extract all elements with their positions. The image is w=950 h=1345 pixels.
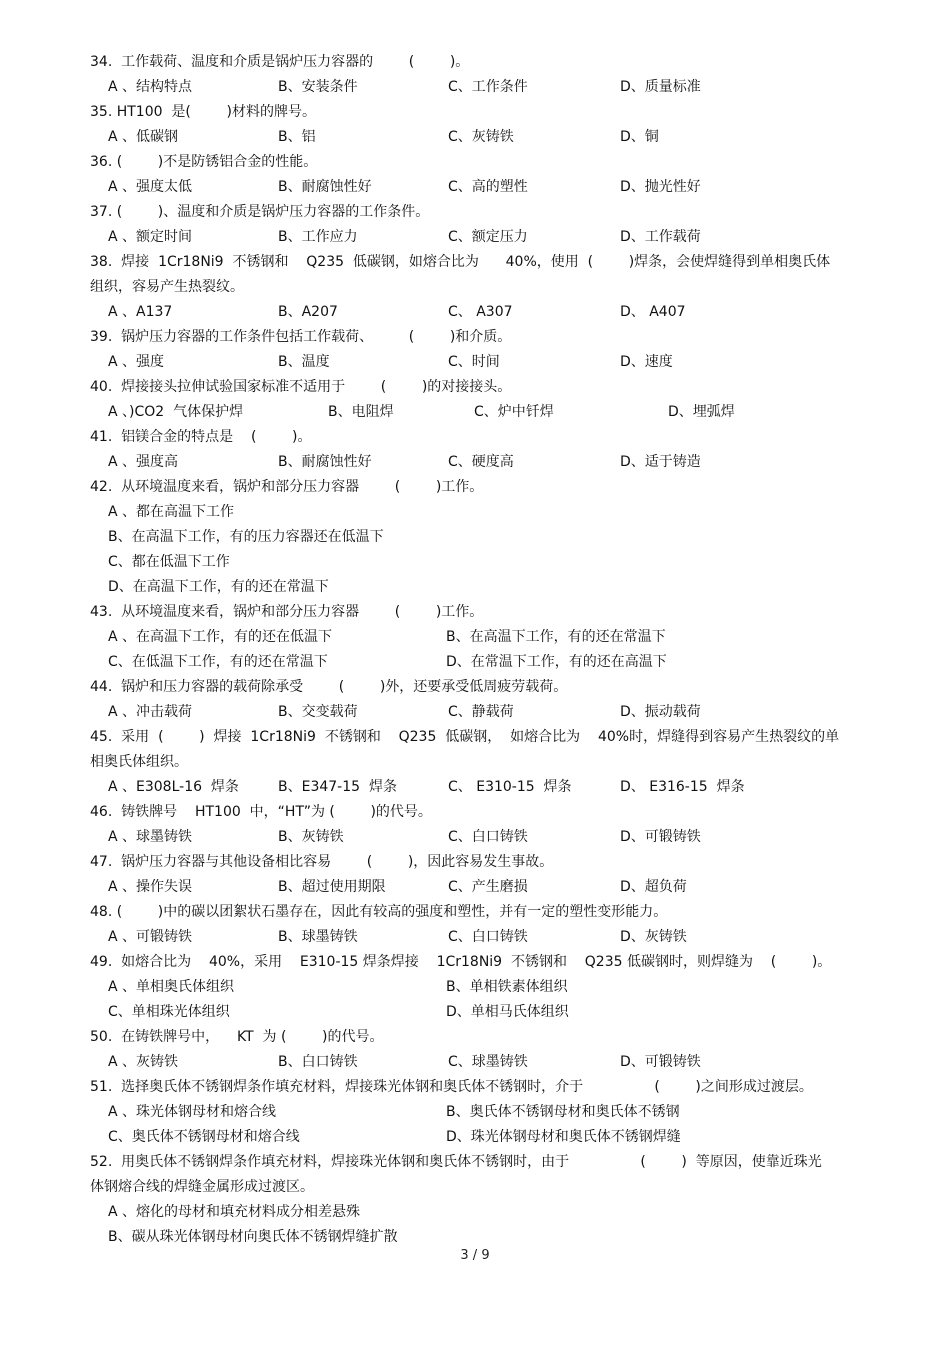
option-b: B、温度 [278, 354, 330, 370]
option-b: B、超过使用期限 [278, 879, 386, 895]
option-c: C、单相珠光体组织 [108, 1004, 230, 1020]
options-row [90, 400, 860, 425]
option-d: D、灰铸铁 [620, 929, 687, 945]
option-d: D、埋弧焊 [668, 404, 735, 420]
options-row [90, 125, 860, 150]
option-d: D、可锻铸铁 [620, 1054, 701, 1070]
question-block [90, 725, 860, 800]
question-stem: 组织，容易产生热裂纹。 [90, 279, 244, 295]
option-a: A 、操作失误 [108, 879, 193, 895]
option-d: D、铜 [620, 129, 659, 145]
option-b: B、碳从珠光体钢母材向奥氏体不锈钢焊缝扩散 [108, 1229, 398, 1245]
option-a: A 、冲击载荷 [108, 704, 193, 720]
option-b: B、耐腐蚀性好 [278, 179, 372, 195]
options-row [90, 925, 860, 950]
option-a: A 、都在高温下工作 [108, 504, 235, 520]
option-d: D、工作载荷 [620, 229, 701, 245]
question-stem: 42. 从环境温度来看，锅炉和部分压力容器 ( )工作。 [90, 479, 484, 495]
options-row [90, 1050, 860, 1075]
option-c: C、时间 [448, 354, 500, 370]
option-d: D、 A407 [620, 304, 686, 320]
option-b: B、安装条件 [278, 79, 358, 95]
question-stem: 44. 锅炉和压力容器的载荷除承受 ( )外，还要承受低周疲劳载荷。 [90, 679, 568, 695]
option-b: B、电阻焊 [328, 404, 394, 420]
option-c: C、球墨铸铁 [448, 1054, 528, 1070]
option-b: B、铝 [278, 129, 316, 145]
option-b: B、单相铁素体组织 [446, 979, 568, 995]
question-stem: 36. ( )不是防锈铝合金的性能。 [90, 154, 318, 170]
question-block [90, 325, 860, 375]
option-d: D、珠光体钢母材和奥氏体不锈钢焊缝 [446, 1129, 681, 1145]
option-a: A 、球墨铸铁 [108, 829, 193, 845]
question-block [90, 800, 860, 850]
question-block [90, 850, 860, 900]
option-b: B、交变载荷 [278, 704, 358, 720]
question-stem: 45. 采用 ( ) 焊接 1Cr18Ni9 不锈钢和 Q235 低碳钢， 如熔合比为 40%时，焊缝得到容易产生热裂纹的单 [90, 729, 840, 745]
option-a: A 、)CO2 气体保护焊 [108, 404, 244, 420]
option-b: B、A207 [278, 304, 338, 320]
question-stem: 50. 在铸铁牌号中， KT 为 ( )的代号。 [90, 1029, 384, 1045]
options-row [90, 1125, 860, 1150]
option-c: C、高的塑性 [448, 179, 528, 195]
option-c: C、 E310-15 焊条 [448, 779, 572, 795]
options-row [90, 650, 860, 675]
options-row [90, 1100, 860, 1125]
question-block [90, 1025, 860, 1075]
question-block [90, 425, 860, 475]
question-block [90, 600, 860, 675]
question-stem: 51. 选择奥氏体不锈钢焊条作填充材料，焊接珠光体钢和奥氏体不锈钢时，介于 ( )之间形成过渡层。 [90, 1079, 813, 1095]
question-stem: 48. ( )中的碳以团絮状石墨存在，因此有较高的强度和塑性，并有一定的塑性变形能力。 [90, 904, 668, 920]
question-stem: 46. 铸铁牌号 HT100 中，“HT”为 ( )的代号。 [90, 804, 432, 820]
question-stem: 43. 从环境温度来看，锅炉和部分压力容器 ( )工作。 [90, 604, 484, 620]
question-block [90, 675, 860, 725]
option-b: B、白口铸铁 [278, 1054, 358, 1070]
options-row [90, 825, 860, 850]
option-c: C、在低温下工作，有的还在常温下 [108, 654, 328, 670]
option-a: A 、结构特点 [108, 79, 193, 95]
question-block [90, 150, 860, 200]
option-b: B、耐腐蚀性好 [278, 454, 372, 470]
option-d: D、单相马氏体组织 [446, 1004, 569, 1020]
option-c: C、工作条件 [448, 79, 528, 95]
options-row [90, 75, 860, 100]
option-b: B、在高温下工作，有的还在常温下 [446, 629, 666, 645]
option-a: A 、强度 [108, 354, 165, 370]
option-a: A 、强度高 [108, 454, 179, 470]
option-b: B、在高温下工作，有的压力容器还在低温下 [108, 529, 384, 545]
option-d: D、在常温下工作，有的还在高温下 [446, 654, 667, 670]
options-row [90, 450, 860, 475]
question-block [90, 475, 860, 600]
option-d: D、适于铸造 [620, 454, 701, 470]
options-row [90, 225, 860, 250]
option-c: C、炉中钎焊 [474, 404, 554, 420]
question-stem: 41. 铝镁合金的特点是 ( )。 [90, 429, 312, 445]
question-block [90, 100, 860, 150]
options-row [90, 875, 860, 900]
options-row [90, 350, 860, 375]
question-stem: 40. 焊接接头拉伸试验国家标准不适用于 ( )的对接接头。 [90, 379, 512, 395]
option-d: D、超负荷 [620, 879, 687, 895]
options-row [90, 975, 860, 1000]
options-row [90, 625, 860, 650]
options-row [90, 300, 860, 325]
question-block [90, 250, 860, 325]
question-stem: 34. 工作载荷、温度和介质是锅炉压力容器的 ( )。 [90, 54, 470, 70]
option-a: A 、低碳钢 [108, 129, 179, 145]
option-c: C、额定压力 [448, 229, 528, 245]
page-number: 3 / 9 [460, 1248, 490, 1263]
question-stem: 体钢熔合线的焊缝金属形成过渡区。 [90, 1179, 314, 1195]
option-b: B、E347-15 焊条 [278, 779, 397, 795]
option-b: B、奥氏体不锈钢母材和奥氏体不锈钢 [446, 1104, 680, 1120]
question-block [90, 50, 860, 100]
question-block [90, 1150, 860, 1250]
option-a: A 、E308L-16 焊条 [108, 779, 239, 795]
question-block [90, 1075, 860, 1150]
option-c: C、产生磨损 [448, 879, 528, 895]
option-a: A 、可锻铸铁 [108, 929, 193, 945]
option-c: C、硬度高 [448, 454, 514, 470]
option-a: A 、灰铸铁 [108, 1054, 179, 1070]
question-stem: 38. 焊接 1Cr18Ni9 不锈钢和 Q235 低碳钢，如熔合比为 40%，使用 ( )焊条，会使焊缝得到单相奥氏体 [90, 254, 831, 270]
option-a: A 、强度太低 [108, 179, 193, 195]
option-a: A 、珠光体钢母材和熔合线 [108, 1104, 277, 1120]
option-b: B、球墨铸铁 [278, 929, 358, 945]
option-d: D、质量标准 [620, 79, 701, 95]
option-d: D、振动载荷 [620, 704, 701, 720]
option-b: B、灰铸铁 [278, 829, 344, 845]
option-c: C、灰铸铁 [448, 129, 514, 145]
options-row [90, 700, 860, 725]
question-stem: 52. 用奥氏体不锈钢焊条作填充材料，焊接珠光体钢和奥氏体不锈钢时，由于 ( ) 等原因，使靠近珠光 [90, 1154, 822, 1170]
option-c: C、 A307 [448, 304, 513, 320]
option-d: D、 E316-15 焊条 [620, 779, 745, 795]
option-c: C、都在低温下工作 [108, 554, 230, 570]
option-a: A 、A137 [108, 304, 173, 320]
question-block [90, 375, 860, 425]
option-c: C、奥氏体不锈钢母材和熔合线 [108, 1129, 300, 1145]
question-stem: 39. 锅炉压力容器的工作条件包括工作载荷、 ( )和介质。 [90, 329, 512, 345]
question-stem: 47. 锅炉压力容器与其他设备相比容易 ( )，因此容易发生事故。 [90, 854, 554, 870]
option-d: D、抛光性好 [620, 179, 701, 195]
option-c: C、白口铸铁 [448, 829, 528, 845]
question-stem: 37. ( )、温度和介质是锅炉压力容器的工作条件。 [90, 204, 430, 220]
question-block [90, 200, 860, 250]
question-block [90, 900, 860, 950]
options-row [90, 775, 860, 800]
question-stem: 49. 如熔合比为 40%，采用 E310-15 焊条焊接 1Cr18Ni9 不锈钢和 Q235 低碳钢时，则焊缝为 ( )。 [90, 954, 832, 970]
question-stem: 35. HT100 是( )材料的牌号。 [90, 104, 316, 120]
option-b: B、工作应力 [278, 229, 358, 245]
options-row [90, 1000, 860, 1025]
question-list [90, 50, 860, 1250]
option-a: A 、熔化的母材和填充材料成分相差悬殊 [108, 1204, 361, 1220]
option-a: A 、单相奥氏体组织 [108, 979, 235, 995]
option-c: C、静载荷 [448, 704, 514, 720]
option-d: D、在高温下工作，有的还在常温下 [108, 579, 329, 595]
question-stem: 相奥氏体组织。 [90, 754, 188, 770]
option-a: A 、在高温下工作，有的还在低温下 [108, 629, 333, 645]
option-a: A 、额定时间 [108, 229, 193, 245]
question-block [90, 950, 860, 1025]
option-c: C、白口铸铁 [448, 929, 528, 945]
option-d: D、速度 [620, 354, 673, 370]
option-d: D、可锻铸铁 [620, 829, 701, 845]
options-row [90, 175, 860, 200]
